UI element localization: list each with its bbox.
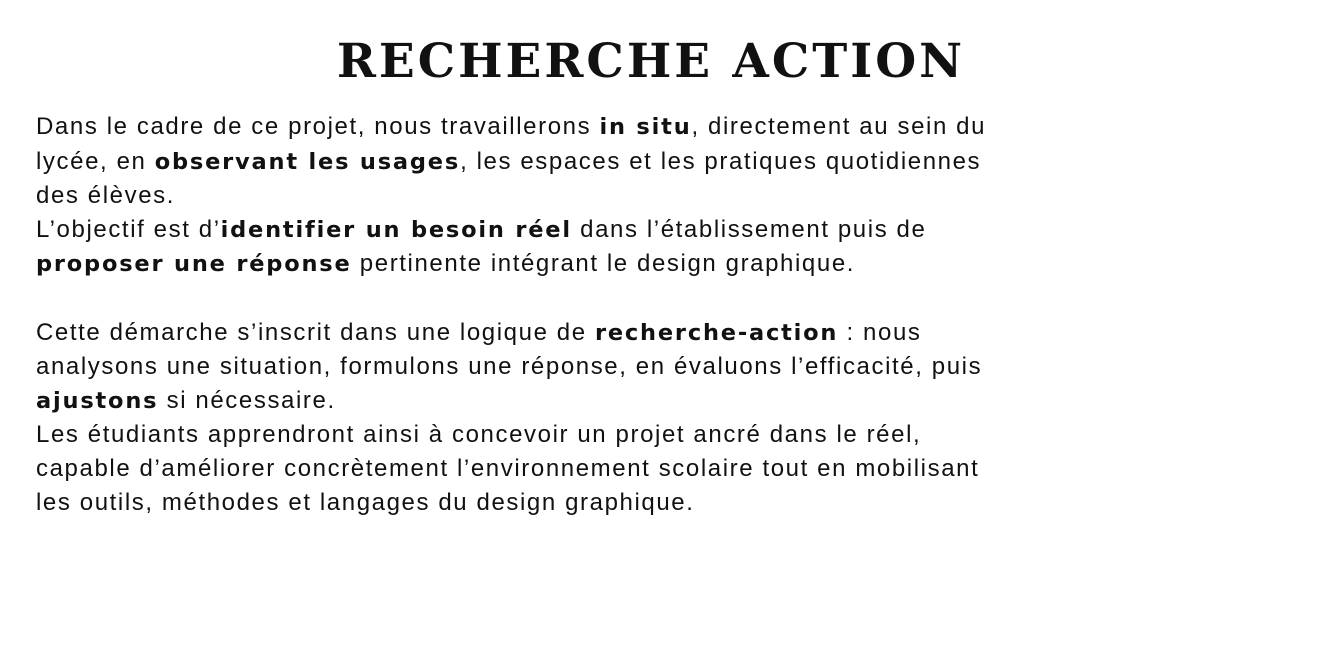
text-run: , les espaces et les pratiques quotidiennes des élèves. xyxy=(36,147,982,210)
text-run: L’objectif est d’ xyxy=(36,215,221,243)
body-text xyxy=(36,110,996,519)
emphasis-recherche-action: recherche-action xyxy=(594,319,839,346)
page-title: RECHERCHE ACTION xyxy=(336,34,966,89)
text-run: Cette démarche s’inscrit dans une logique de xyxy=(36,318,595,346)
text-run: Dans le cadre de ce projet, nous travaillerons xyxy=(36,113,600,140)
paragraph-spacer xyxy=(36,282,996,316)
paragraph-objective xyxy=(36,213,996,282)
paragraph-approach xyxy=(36,316,996,419)
text-run: pertinente intégrant le design graphique. xyxy=(351,250,856,278)
emphasis-observant-les-usages: observant les usages xyxy=(154,148,461,175)
emphasis-ajustons: ajustons xyxy=(36,387,159,414)
text-run: Les étudiants apprendront ainsi à concevoir un projet ancré dans le réel, capable d’améliorer concrètement l’environnement scolaire tout en mobilisant les outils, méthodes et langages du design graphique. xyxy=(36,421,980,516)
text-run: dans l’établissement puis de xyxy=(571,215,927,243)
text-run: : nous analysons une situation, formulons une réponse, en évaluons l’efficacité, puis xyxy=(36,318,983,381)
text-run: si nécessaire. xyxy=(158,386,336,414)
text-run: , directement au sein du lycée, en xyxy=(36,113,987,175)
paragraph-context xyxy=(36,110,996,213)
paragraph-outcome xyxy=(36,418,996,519)
emphasis-identifier-un-besoin-reel: identifier un besoin réel xyxy=(220,216,572,243)
emphasis-in-situ: in situ xyxy=(599,114,692,140)
emphasis-proposer-une-reponse: proposer une réponse xyxy=(36,251,352,278)
